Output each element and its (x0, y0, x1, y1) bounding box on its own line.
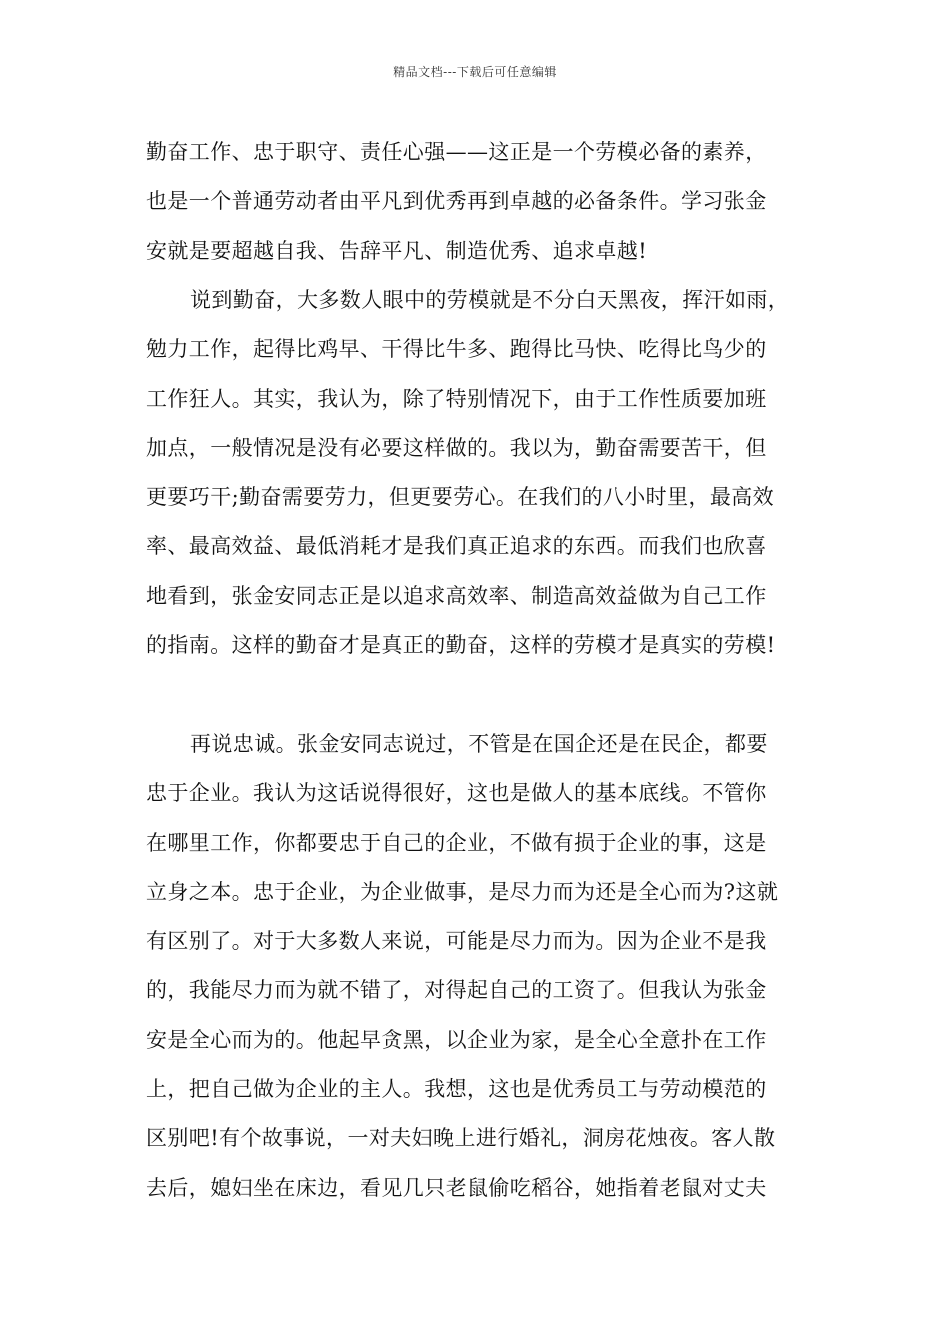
paragraph-1 (146, 128, 826, 276)
paragraph-line: 加点，一般情况是没有必要这样做的。我以为，勤奋需要苦干，但 (146, 435, 767, 460)
paragraph-line: 上，把自己做为企业的主人。我想，这也是优秀员工与劳动模范的 (146, 1077, 767, 1102)
paragraph-3 (146, 720, 826, 1213)
paragraph-line: 更要巧干;勤奋需要劳力，但更要劳心。在我们的八小时里，最高效 (146, 485, 775, 510)
paragraph-line: 的指南。这样的勤奋才是真正的勤奋，这样的劳模才是真实的劳模! (146, 633, 776, 658)
paragraph-line: 工作狂人。其实，我认为，除了特别情况下，由于工作性质要加班 (146, 386, 767, 411)
paragraph-2 (146, 276, 826, 670)
paragraph-line: 说到勤奋，大多数人眼中的劳模就是不分白天黑夜，挥汗如雨， (190, 288, 790, 312)
paragraph-line: 立身之本。忠于企业，为企业做事，是尽力而为还是全心而为?这就 (146, 879, 779, 904)
paragraph-line: 忠于企业。我认为这话说得很好，这也是做人的基本底线。不管你 (146, 781, 767, 806)
paragraph-line: 安就是要超越自我、告辞平凡、制造优秀、追求卓越! (146, 238, 648, 263)
paragraph-line: 勉力工作，起得比鸡早、干得比牛多、跑得比马快、吃得比鸟少的 (146, 337, 767, 362)
paragraph-line: 去后，媳妇坐在床边，看见几只老鼠偷吃稻谷，她指着老鼠对丈夫 (146, 1175, 767, 1200)
paragraph-line: 地看到，张金安同志正是以追求高效率、制造高效益做为自己工作 (146, 583, 767, 608)
paragraph-line: 安是全心而为的。他起早贪黑，以企业为家，是全心全意扑在工作 (146, 1027, 767, 1052)
paragraph-line: 率、最高效益、最低消耗才是我们真正追求的东西。而我们也欣喜 (146, 534, 767, 559)
paragraph-line: 再说忠诚。张金安同志说过，不管是在国企还是在民企，都要 (190, 732, 768, 756)
paragraph-line: 的，我能尽力而为就不错了，对得起自己的工资了。但我认为张金 (146, 978, 767, 1003)
page-header: 精品文档---下载后可任意编辑 (393, 65, 557, 79)
paragraph-line: 区别吧!有个故事说，一对夫妇晚上进行婚礼，洞房花烛夜。客人散 (146, 1126, 776, 1151)
paragraph-line: 在哪里工作，你都要忠于自己的企业，不做有损于企业的事，这是 (146, 830, 767, 855)
paragraph-line: 勤奋工作、忠于职守、责任心强——这正是一个劳模必备的素养， (146, 140, 767, 164)
paragraph-line: 有区别了。对于大多数人来说，可能是尽力而为。因为企业不是我 (146, 929, 767, 954)
paragraph-line: 也是一个普通劳动者由平凡到优秀再到卓越的必备条件。学习张金 (146, 189, 767, 214)
